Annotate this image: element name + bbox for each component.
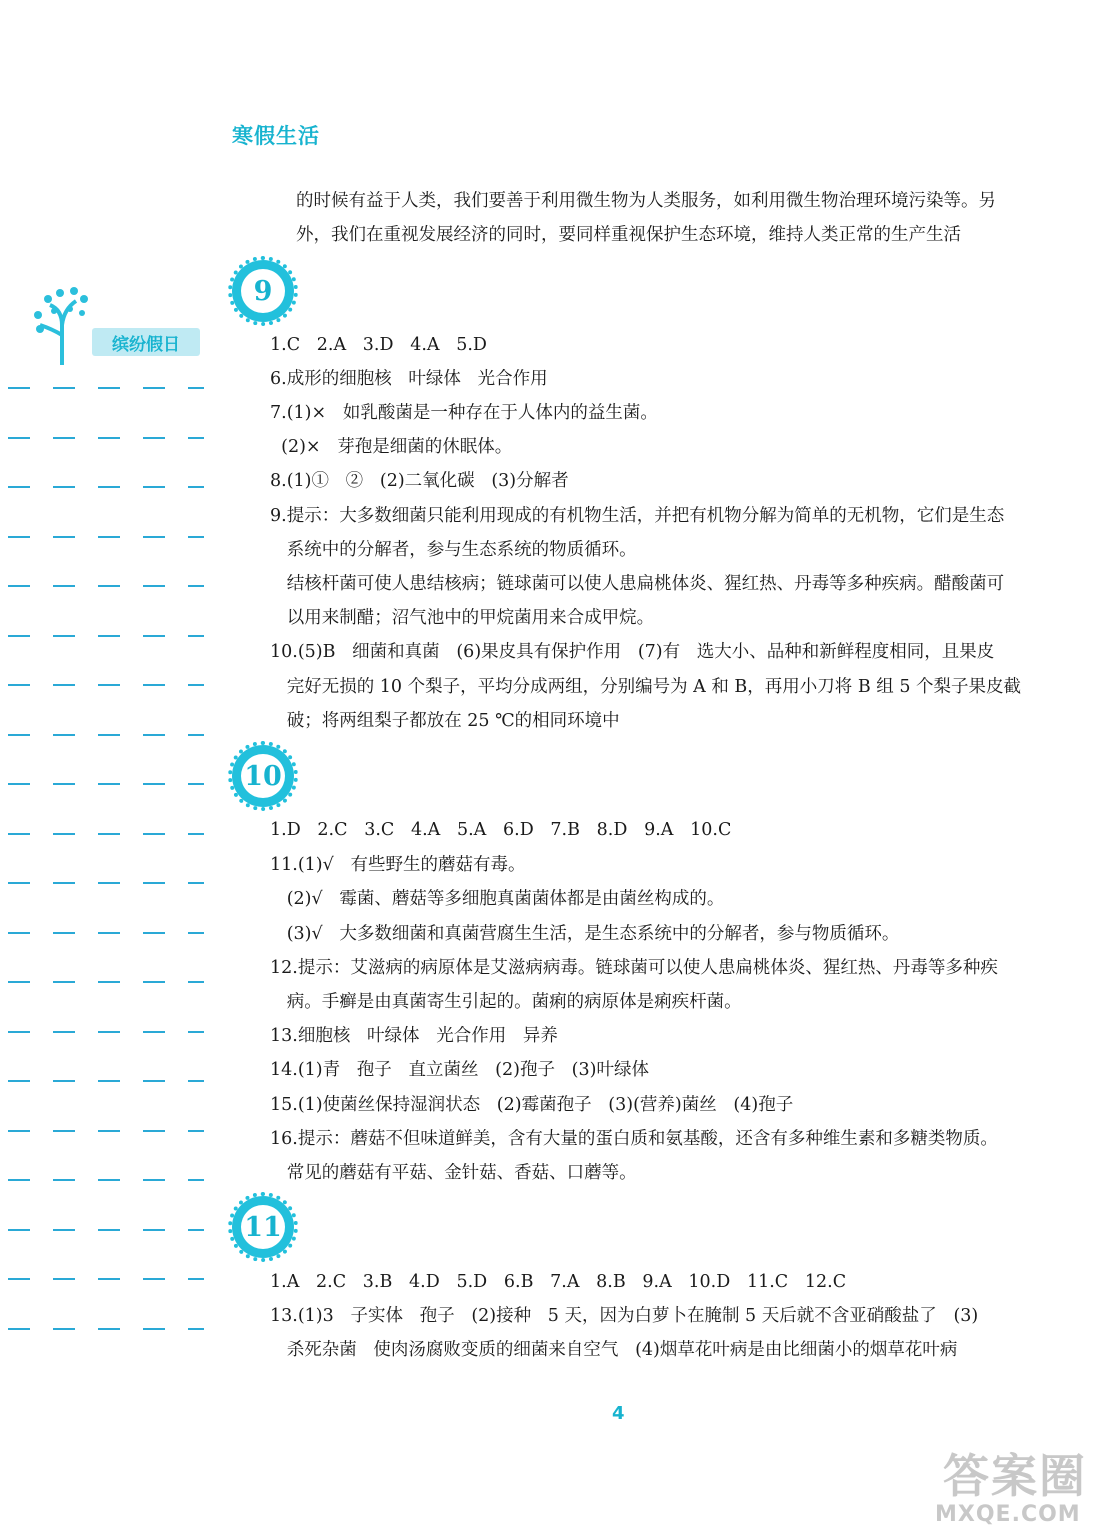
side-dash-line — [8, 486, 204, 488]
answer-line: 以用来制醋；沼气池中的甲烷菌用来合成甲烷。 — [270, 608, 655, 628]
answer-line: 14.(1)青 孢子 直立菌丝 (2)孢子 (3)叶绿体 — [270, 1060, 649, 1080]
site-watermark — [935, 1440, 1110, 1536]
side-dash-line — [8, 536, 204, 538]
answer-line: (3)√ 大多数细菌和真菌营腐生生活，是生态系统中的分解者，参与物质循环。 — [270, 924, 900, 944]
answer-line: 常见的蘑菇有平菇、金针菇、香菇、口蘑等。 — [270, 1163, 637, 1183]
side-dash-line — [8, 1031, 204, 1033]
answer-line: 12.提示：艾滋病的病原体是艾滋病病毒。链球菌可以使人患扁桃体炎、猩红热、丹毒等多种疾 — [270, 958, 998, 978]
answer-line: 10.(5)B 细菌和真菌 (6)果皮具有保护作用 (7)有 选大小、品种和新鲜程度相同，且果皮 — [270, 642, 995, 662]
side-dash-line — [8, 437, 204, 439]
side-dash-line — [8, 684, 204, 686]
answer-line: 16.提示：蘑菇不但味道鲜美，含有大量的蛋白质和氨基酸，还含有多种维生素和多糖类物质。 — [270, 1129, 998, 1149]
side-dash-line — [8, 932, 204, 934]
answer-line: 杀死杂菌 使肉汤腐败变质的细菌来自空气 (4)烟草花叶病是由比细菌小的烟草花叶病 — [270, 1340, 958, 1360]
side-dash-line — [8, 882, 204, 884]
answer-line: 1.D 2.C 3.C 4.A 5.A 6.D 7.B 8.D 9.A 10.C — [270, 820, 732, 840]
intro-line: 外，我们在重视发展经济的同时，要同样重视保护生态环境，维持人类正常的生产生活 — [296, 225, 961, 245]
answer-line: 8.(1)① ② (2)二氧化碳 (3)分解者 — [270, 471, 569, 491]
answer-line: 15.(1)使菌丝保持湿润状态 (2)霉菌孢子 (3)(营养)菌丝 (4)孢子 — [270, 1095, 794, 1115]
side-dash-line — [8, 1229, 204, 1231]
section-number: 10 — [241, 754, 285, 798]
page-number: 4 — [612, 1403, 625, 1424]
answer-line: 13.细胞核 叶绿体 光合作用 异养 — [270, 1026, 558, 1046]
side-dash-line — [8, 585, 204, 587]
answer-line: 结核杆菌可使人患结核病；链球菌可以使人患扁桃体炎、猩红热、丹毒等多种疾病。醋酸菌可 — [270, 574, 1005, 594]
watermark-url: MXQE.COM — [935, 1502, 1081, 1527]
answer-line: 1.C 2.A 3.D 4.A 5.D — [270, 335, 487, 355]
side-logo-label: 缤纷假日 — [92, 328, 200, 356]
answer-line: (2)× 芽孢是细菌的休眠体。 — [270, 437, 513, 457]
section-number-badge — [232, 260, 294, 322]
answer-line: 病。手癣是由真菌寄生引起的。菌痢的病原体是痢疾杆菌。 — [270, 992, 742, 1012]
side-dash-line — [8, 734, 204, 736]
answer-line: 系统中的分解者，参与生态系统的物质循环。 — [270, 540, 637, 560]
answer-line: 1.A 2.C 3.B 4.D 5.D 6.B 7.A 8.B 9.A 10.D 11.C 12.C — [270, 1272, 847, 1292]
answer-line: 7.(1)× 如乳酸菌是一种存在于人体内的益生菌。 — [270, 403, 658, 423]
watermark-logo-text: 答案圈 — [943, 1449, 1087, 1503]
answer-line: 11.(1)√ 有些野生的蘑菇有毒。 — [270, 855, 526, 875]
side-dash-line — [8, 783, 204, 785]
answer-line: 9.提示：大多数细菌只能利用现成的有机物生活，并把有机物分解为简单的无机物，它们是生态 — [270, 506, 1005, 526]
section-number: 9 — [241, 269, 285, 313]
answer-line: 完好无损的 10 个梨子，平均分成两组，分别编号为 A 和 B，再用小刀将 B 组 5 个梨子果皮截 — [270, 677, 1022, 697]
page-header: 寒假生活 — [232, 124, 320, 148]
answer-line: 破；将两组梨子都放在 25 ℃的相同环境中 — [270, 711, 620, 731]
side-dash-line — [8, 981, 204, 983]
answer-line: 6.成形的细胞核 叶绿体 光合作用 — [270, 369, 548, 389]
section-number: 11 — [241, 1205, 285, 1249]
section-number-badge — [232, 1196, 294, 1258]
side-dash-line — [8, 1328, 204, 1330]
side-dash-line — [8, 833, 204, 835]
answer-line: (2)√ 霉菌、蘑菇等多细胞真菌菌体都是由菌丝构成的。 — [270, 889, 725, 909]
side-dash-line — [8, 1080, 204, 1082]
answer-line: 13.(1)3 子实体 孢子 (2)接种 5 天，因为白萝卜在腌制 5 天后就不含亚硝酸盐了 (3) — [270, 1306, 979, 1326]
side-dash-line — [8, 1278, 204, 1280]
side-dash-line — [8, 1179, 204, 1181]
section-number-badge — [232, 745, 294, 807]
intro-line: 的时候有益于人类，我们要善于利用微生物为人类服务，如利用微生物治理环境污染等。另 — [296, 191, 996, 211]
side-dash-line — [8, 635, 204, 637]
side-dash-line — [8, 1130, 204, 1132]
side-dash-line — [8, 387, 204, 389]
